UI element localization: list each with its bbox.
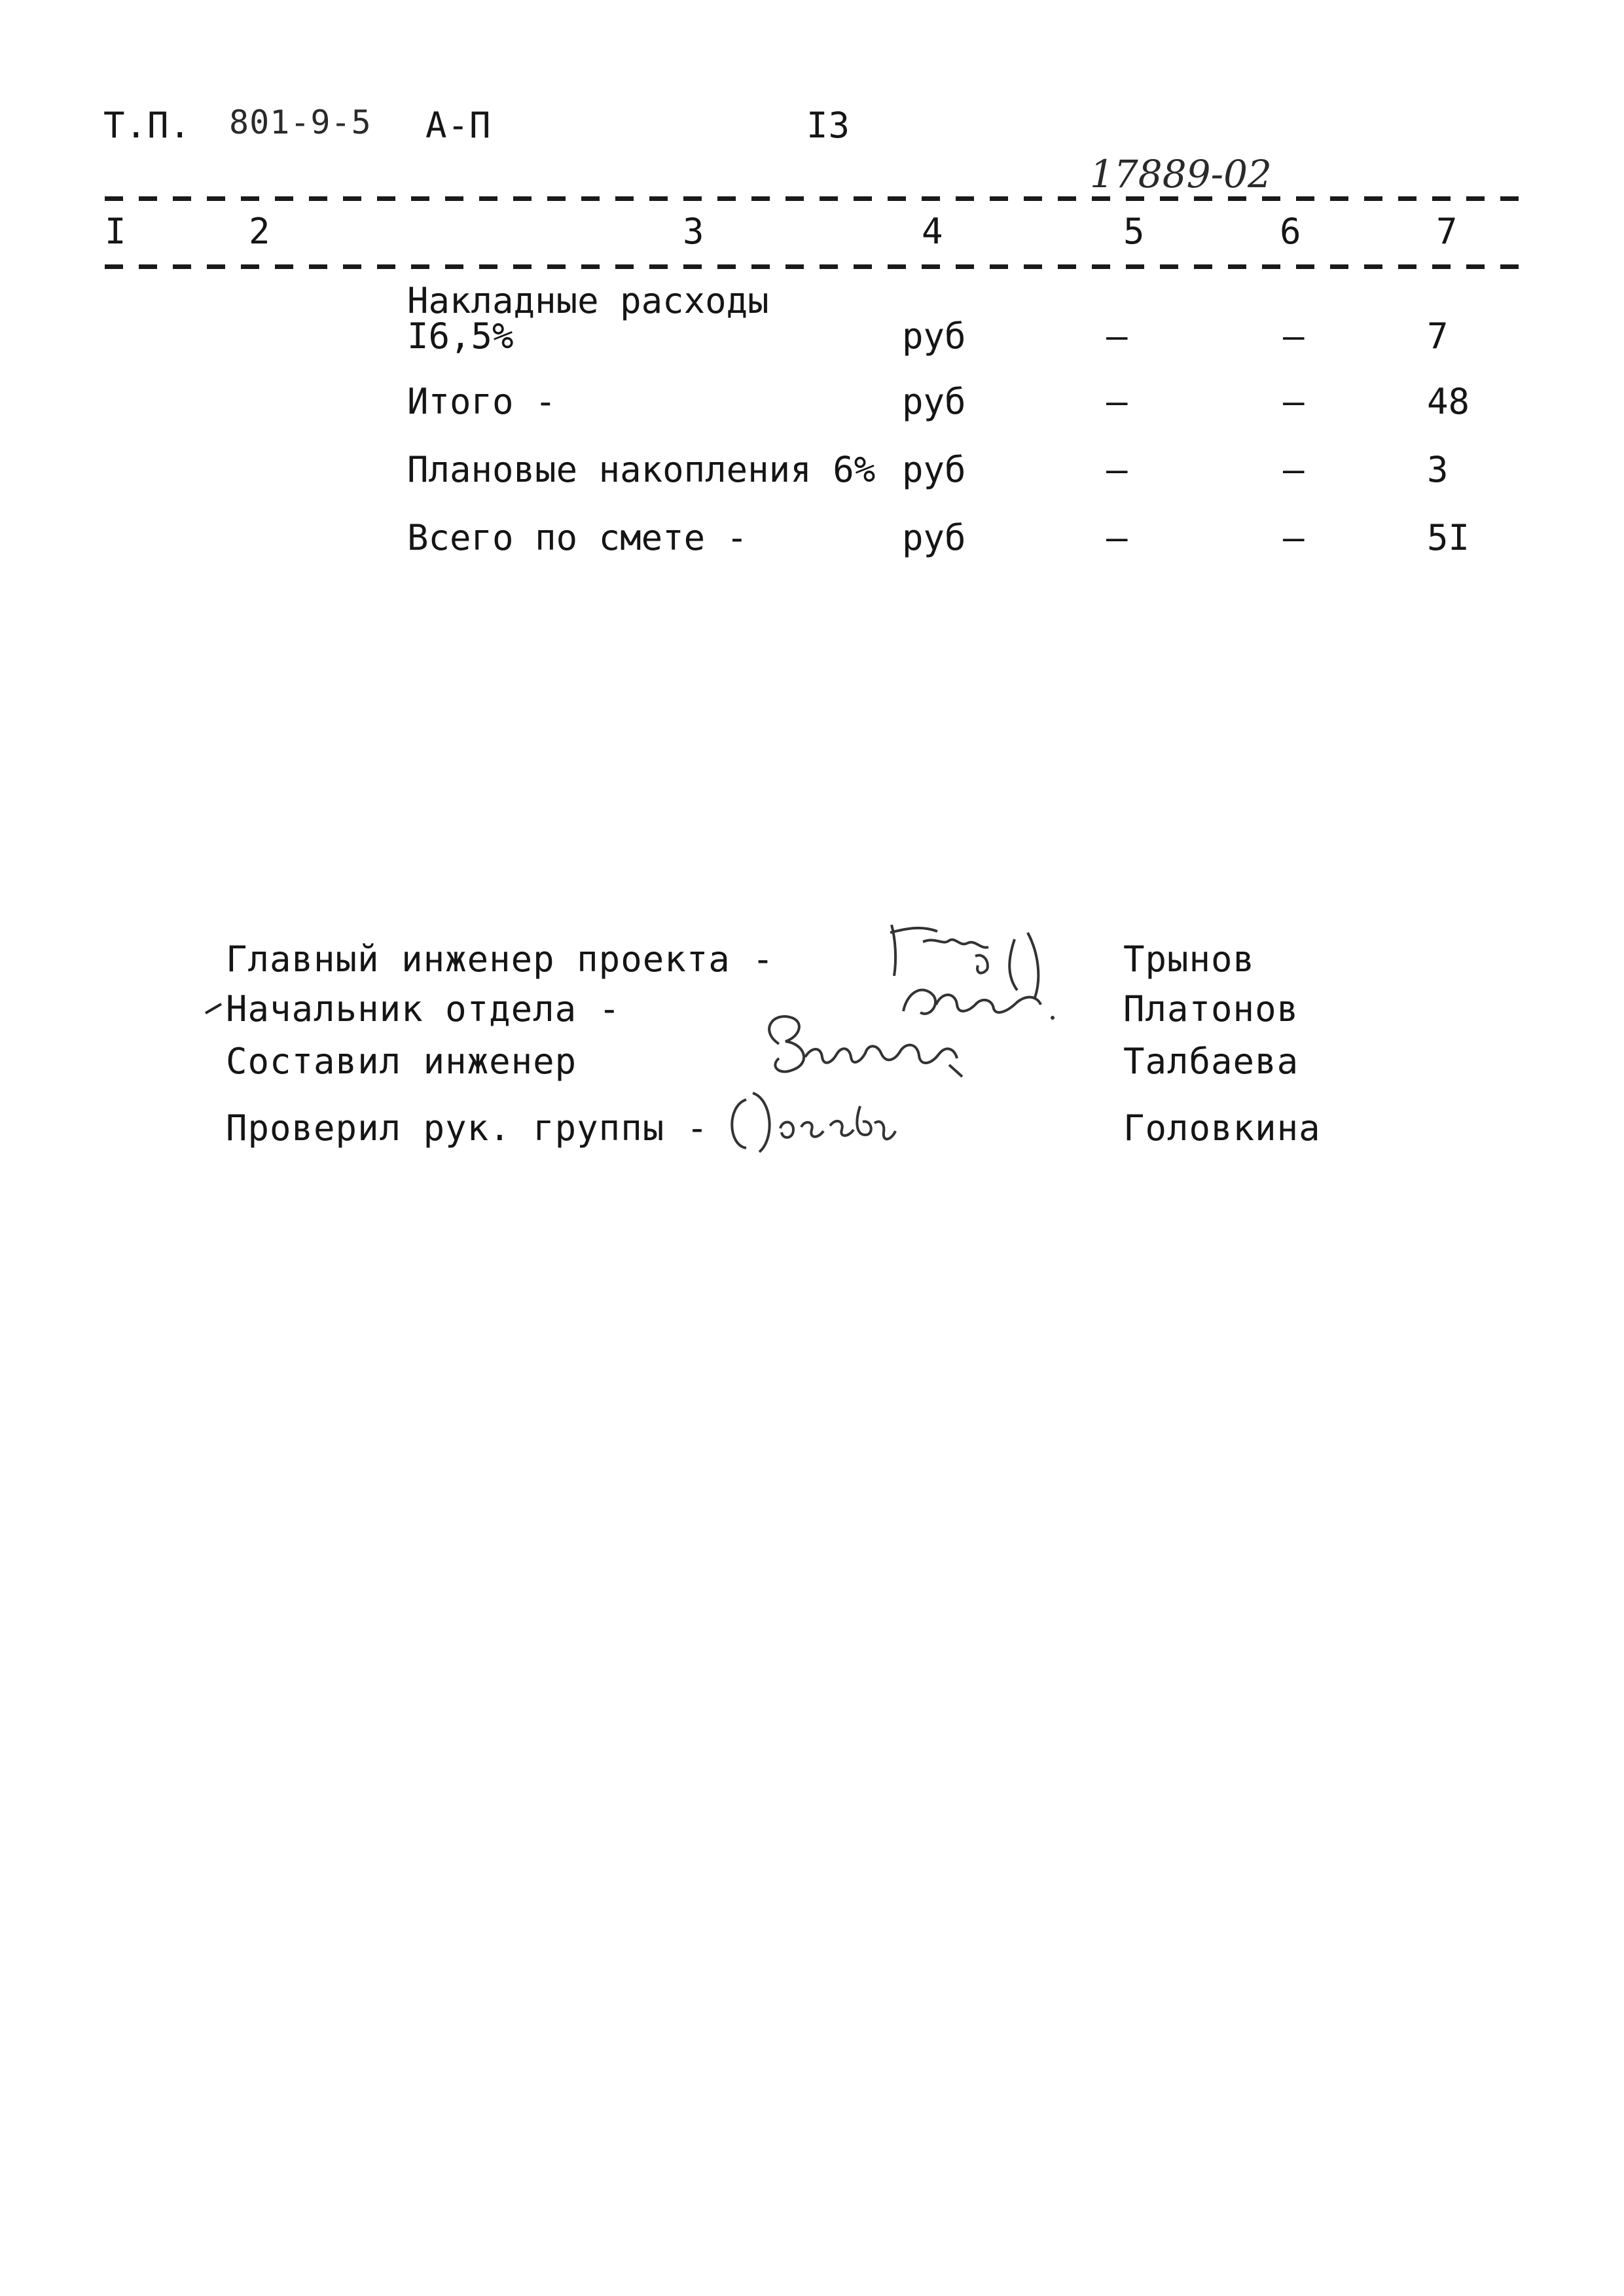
col6-cell: – <box>1283 315 1305 357</box>
document-number: 17889-02 <box>1090 152 1272 196</box>
col5-cell: – <box>1106 381 1128 422</box>
signature-role: Составил инженер <box>226 1041 577 1082</box>
col6-cell: – <box>1283 517 1305 558</box>
signature-role: Проверил рук. группы - <box>226 1107 709 1149</box>
unit-cell: руб <box>902 517 966 558</box>
column-number: 4 <box>922 211 943 252</box>
signature-role: Главный инженер проекта - <box>226 939 774 980</box>
col5-cell: – <box>1106 517 1128 558</box>
item-name: Накладные расходы <box>407 280 769 321</box>
column-number: 3 <box>683 211 704 252</box>
signature-role: Начальник отдела - <box>226 988 621 1030</box>
unit-cell: руб <box>902 315 966 357</box>
unit-cell: руб <box>902 449 966 490</box>
check-mark <box>204 1001 224 1020</box>
column-number: I <box>105 211 126 252</box>
signatory-name: Талбаева <box>1123 1041 1299 1082</box>
table-top-rule <box>105 196 1530 201</box>
column-number: 2 <box>249 211 270 252</box>
section-code: А-П <box>425 105 492 146</box>
col5-cell: – <box>1106 449 1128 490</box>
handwritten-signature <box>720 1080 916 1158</box>
col7-cell: 5I <box>1427 517 1470 558</box>
item-name: Итого - <box>407 381 556 422</box>
tp-label: Т.П. <box>103 105 192 146</box>
column-number: 5 <box>1123 211 1145 252</box>
signatory-name: Трынов <box>1123 939 1255 980</box>
item-name: Плановые накопления 6% <box>407 449 876 490</box>
project-code: 801-9-5 <box>229 103 372 141</box>
col6-cell: – <box>1283 381 1305 422</box>
signatory-name: Платонов <box>1123 988 1299 1030</box>
item-name: Всего по смете - <box>407 517 748 558</box>
unit-cell: руб <box>902 381 966 422</box>
col7-cell: 7 <box>1427 315 1449 357</box>
col7-cell: 48 <box>1427 381 1470 422</box>
signatory-name: Головкина <box>1123 1107 1321 1149</box>
col7-cell: 3 <box>1427 449 1449 490</box>
page-number: I3 <box>806 105 851 146</box>
col5-cell: – <box>1106 315 1128 357</box>
item-name-continued: I6,5% <box>407 315 514 357</box>
handwritten-signature <box>753 1005 975 1083</box>
column-number: 7 <box>1436 211 1458 252</box>
column-number: 6 <box>1280 211 1301 252</box>
table-header-rule <box>105 264 1530 269</box>
col6-cell: – <box>1283 449 1305 490</box>
